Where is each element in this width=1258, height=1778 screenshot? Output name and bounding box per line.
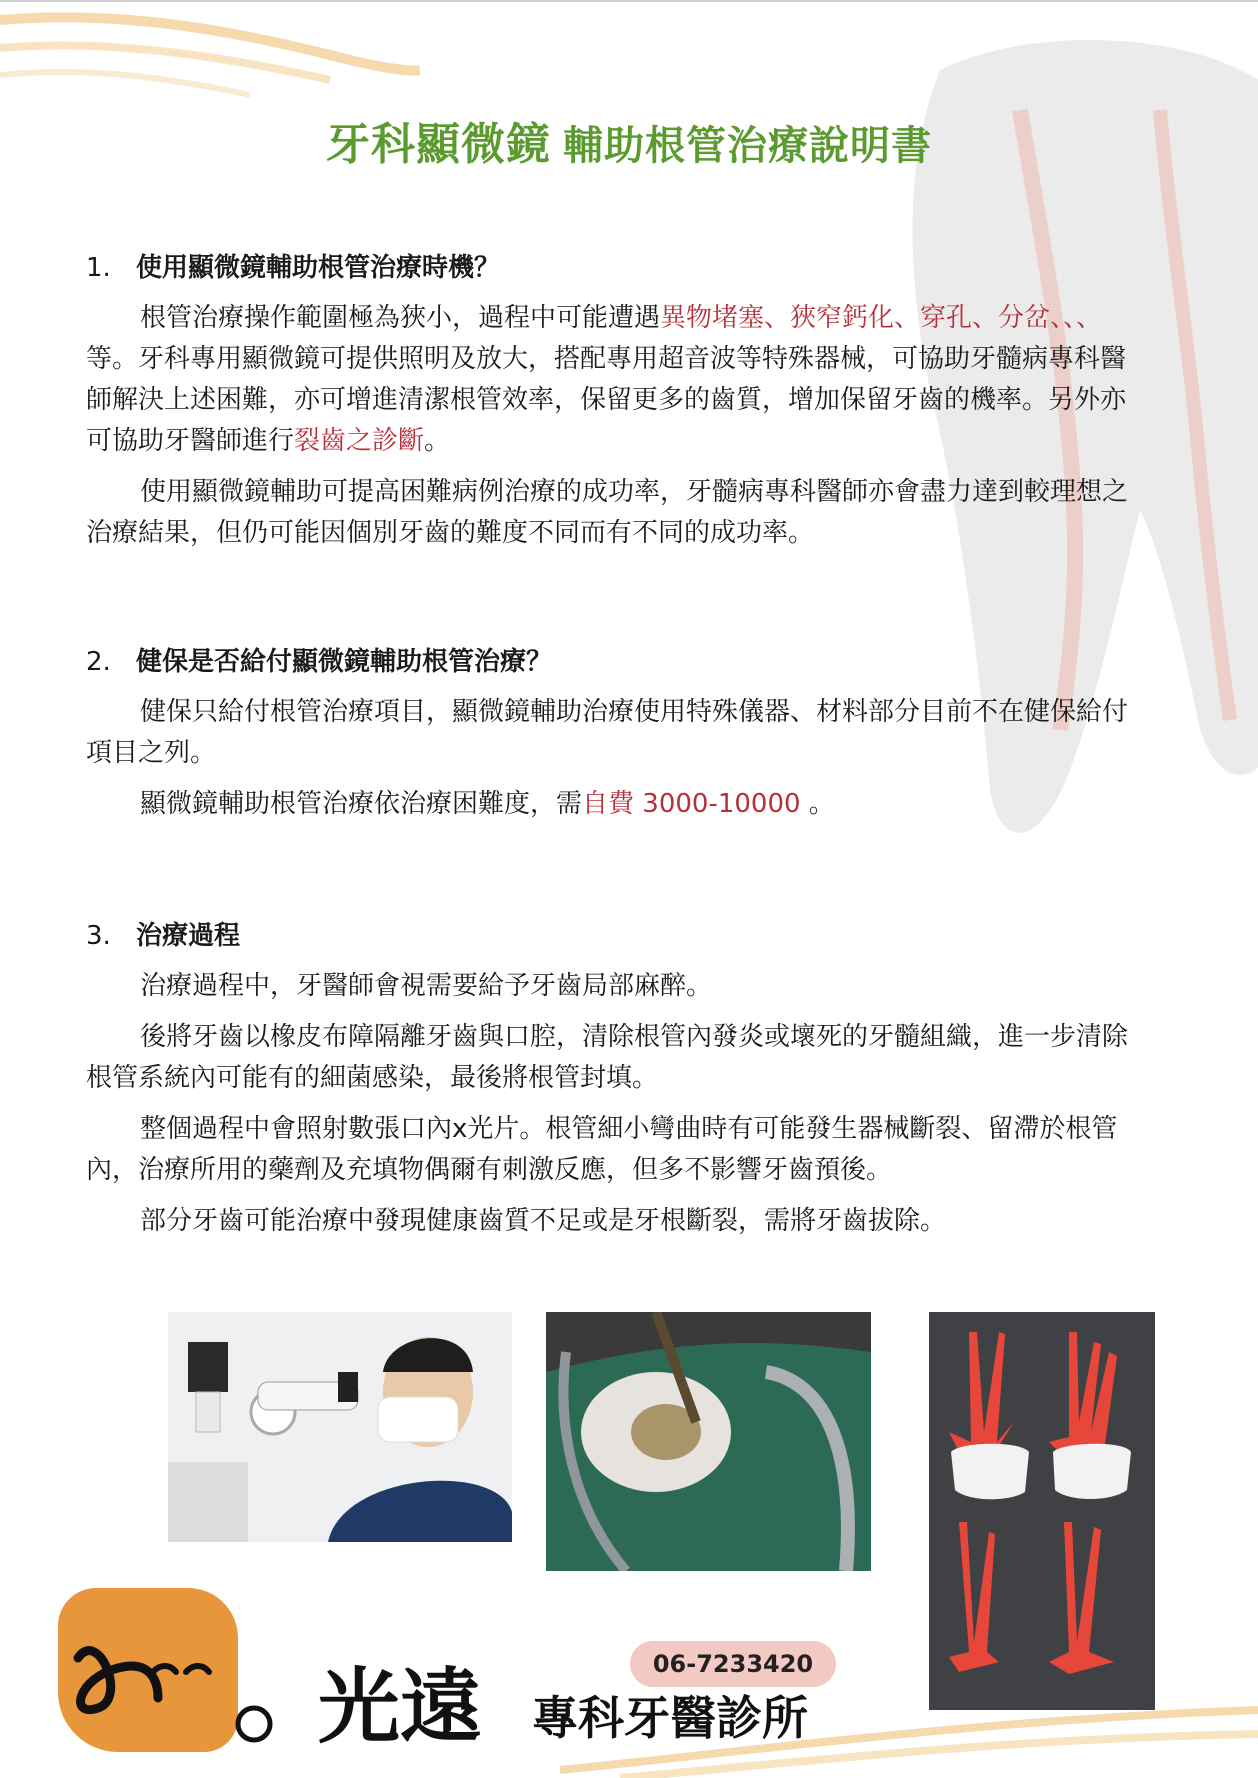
text-run: 。 bbox=[424, 426, 451, 456]
section-1-number: 1. bbox=[86, 253, 111, 283]
title-part2: 輔助根管治療說明書 bbox=[563, 123, 932, 169]
top-border-line bbox=[0, 0, 1258, 2]
section-3-heading bbox=[86, 916, 1146, 956]
text-run: 根管治療操作範圍極為狹小，過程中可能遭遇 bbox=[140, 303, 661, 333]
section-1-heading bbox=[86, 248, 1146, 288]
clinic-phone[interactable]: 06-7233420 bbox=[630, 1641, 836, 1687]
section-2-heading bbox=[86, 642, 1146, 682]
text-run: 顯微鏡輔助根管治療依治療困難度，需 bbox=[140, 789, 583, 819]
section-1-paragraph-1 bbox=[86, 298, 1146, 462]
highlight-text: 異物堵塞、狹窄鈣化、穿孔、分岔、、、 bbox=[660, 303, 1103, 333]
section-2-title: 健保是否給付顯微鏡輔助根管治療？ bbox=[136, 647, 553, 677]
text-run: 。 bbox=[800, 789, 835, 819]
section-1 bbox=[86, 248, 1146, 554]
highlight-text: 裂齒之診斷 bbox=[294, 426, 425, 456]
clinic-brand-name: 光遠 bbox=[318, 1660, 483, 1755]
text-run: 等。牙科專用顯微鏡可提供照明及放大，搭配專用超音波等特殊器械，可協助牙髓病專科醫師解決上述困難，亦可增進清潔根管效率，保留更多的齒質，增加保留牙齒的機率。另外亦可協助牙醫師進行 bbox=[86, 344, 1127, 456]
top-wave-decoration bbox=[0, 0, 420, 110]
section-3-paragraph-4: 部分牙齒可能治療中發現健康齒質不足或是牙根斷裂，需將牙齒拔除。 bbox=[140, 1206, 947, 1236]
dentist-microscope-photo bbox=[168, 1312, 512, 1542]
page-title bbox=[0, 108, 1258, 172]
section-2 bbox=[86, 642, 1146, 825]
section-2-number: 2. bbox=[86, 647, 111, 677]
section-3-paragraph-3: 整個過程中會照射數張口內x光片。根管細小彎曲時有可能發生器械斷裂、留滯於根管內，治療所用的藥劑及充填物偶爾有刺激反應，但多不影響牙齒預後。 bbox=[86, 1114, 1118, 1185]
section-3-paragraph-1: 治療過程中，牙醫師會視需要給予牙齒局部麻醉。 bbox=[140, 971, 713, 1001]
section-3 bbox=[86, 916, 1146, 1242]
section-2-paragraph-1: 健保只給付根管治療項目，顯微鏡輔助治療使用特殊儀器、材料部分目前不在健保給付項目之列。 bbox=[86, 697, 1129, 768]
intraoral-treatment-photo bbox=[546, 1312, 871, 1571]
price-text: 自費 3000-10000 bbox=[582, 789, 801, 819]
section-3-paragraph-2: 後將牙齒以橡皮布障隔離牙齒與口腔，清除根管內發炎或壞死的牙髓組織，進一步清除根管系統內可能有的細菌感染，最後將根管封填。 bbox=[86, 1022, 1129, 1093]
root-canal-3d-render bbox=[929, 1312, 1155, 1710]
section-1-title: 使用顯微鏡輔助根管治療時機？ bbox=[136, 253, 501, 283]
logo-circle-icon bbox=[230, 1700, 278, 1748]
section-2-paragraph-2 bbox=[86, 784, 1146, 825]
section-3-number: 3. bbox=[86, 921, 111, 951]
title-part1: 牙科顯微鏡 bbox=[326, 119, 551, 170]
clinic-type-name: 專科牙醫診所 bbox=[532, 1691, 808, 1745]
clinic-logo bbox=[58, 1588, 238, 1752]
logo-mark-icon bbox=[58, 1588, 238, 1752]
section-3-title: 治療過程 bbox=[136, 921, 241, 951]
section-1-paragraph-2: 使用顯微鏡輔助可提高困難病例治療的成功率，牙髓病專科醫師亦會盡力達到較理想之治療結果，但仍可能因個別牙齒的難度不同而有不同的成功率。 bbox=[86, 477, 1129, 548]
